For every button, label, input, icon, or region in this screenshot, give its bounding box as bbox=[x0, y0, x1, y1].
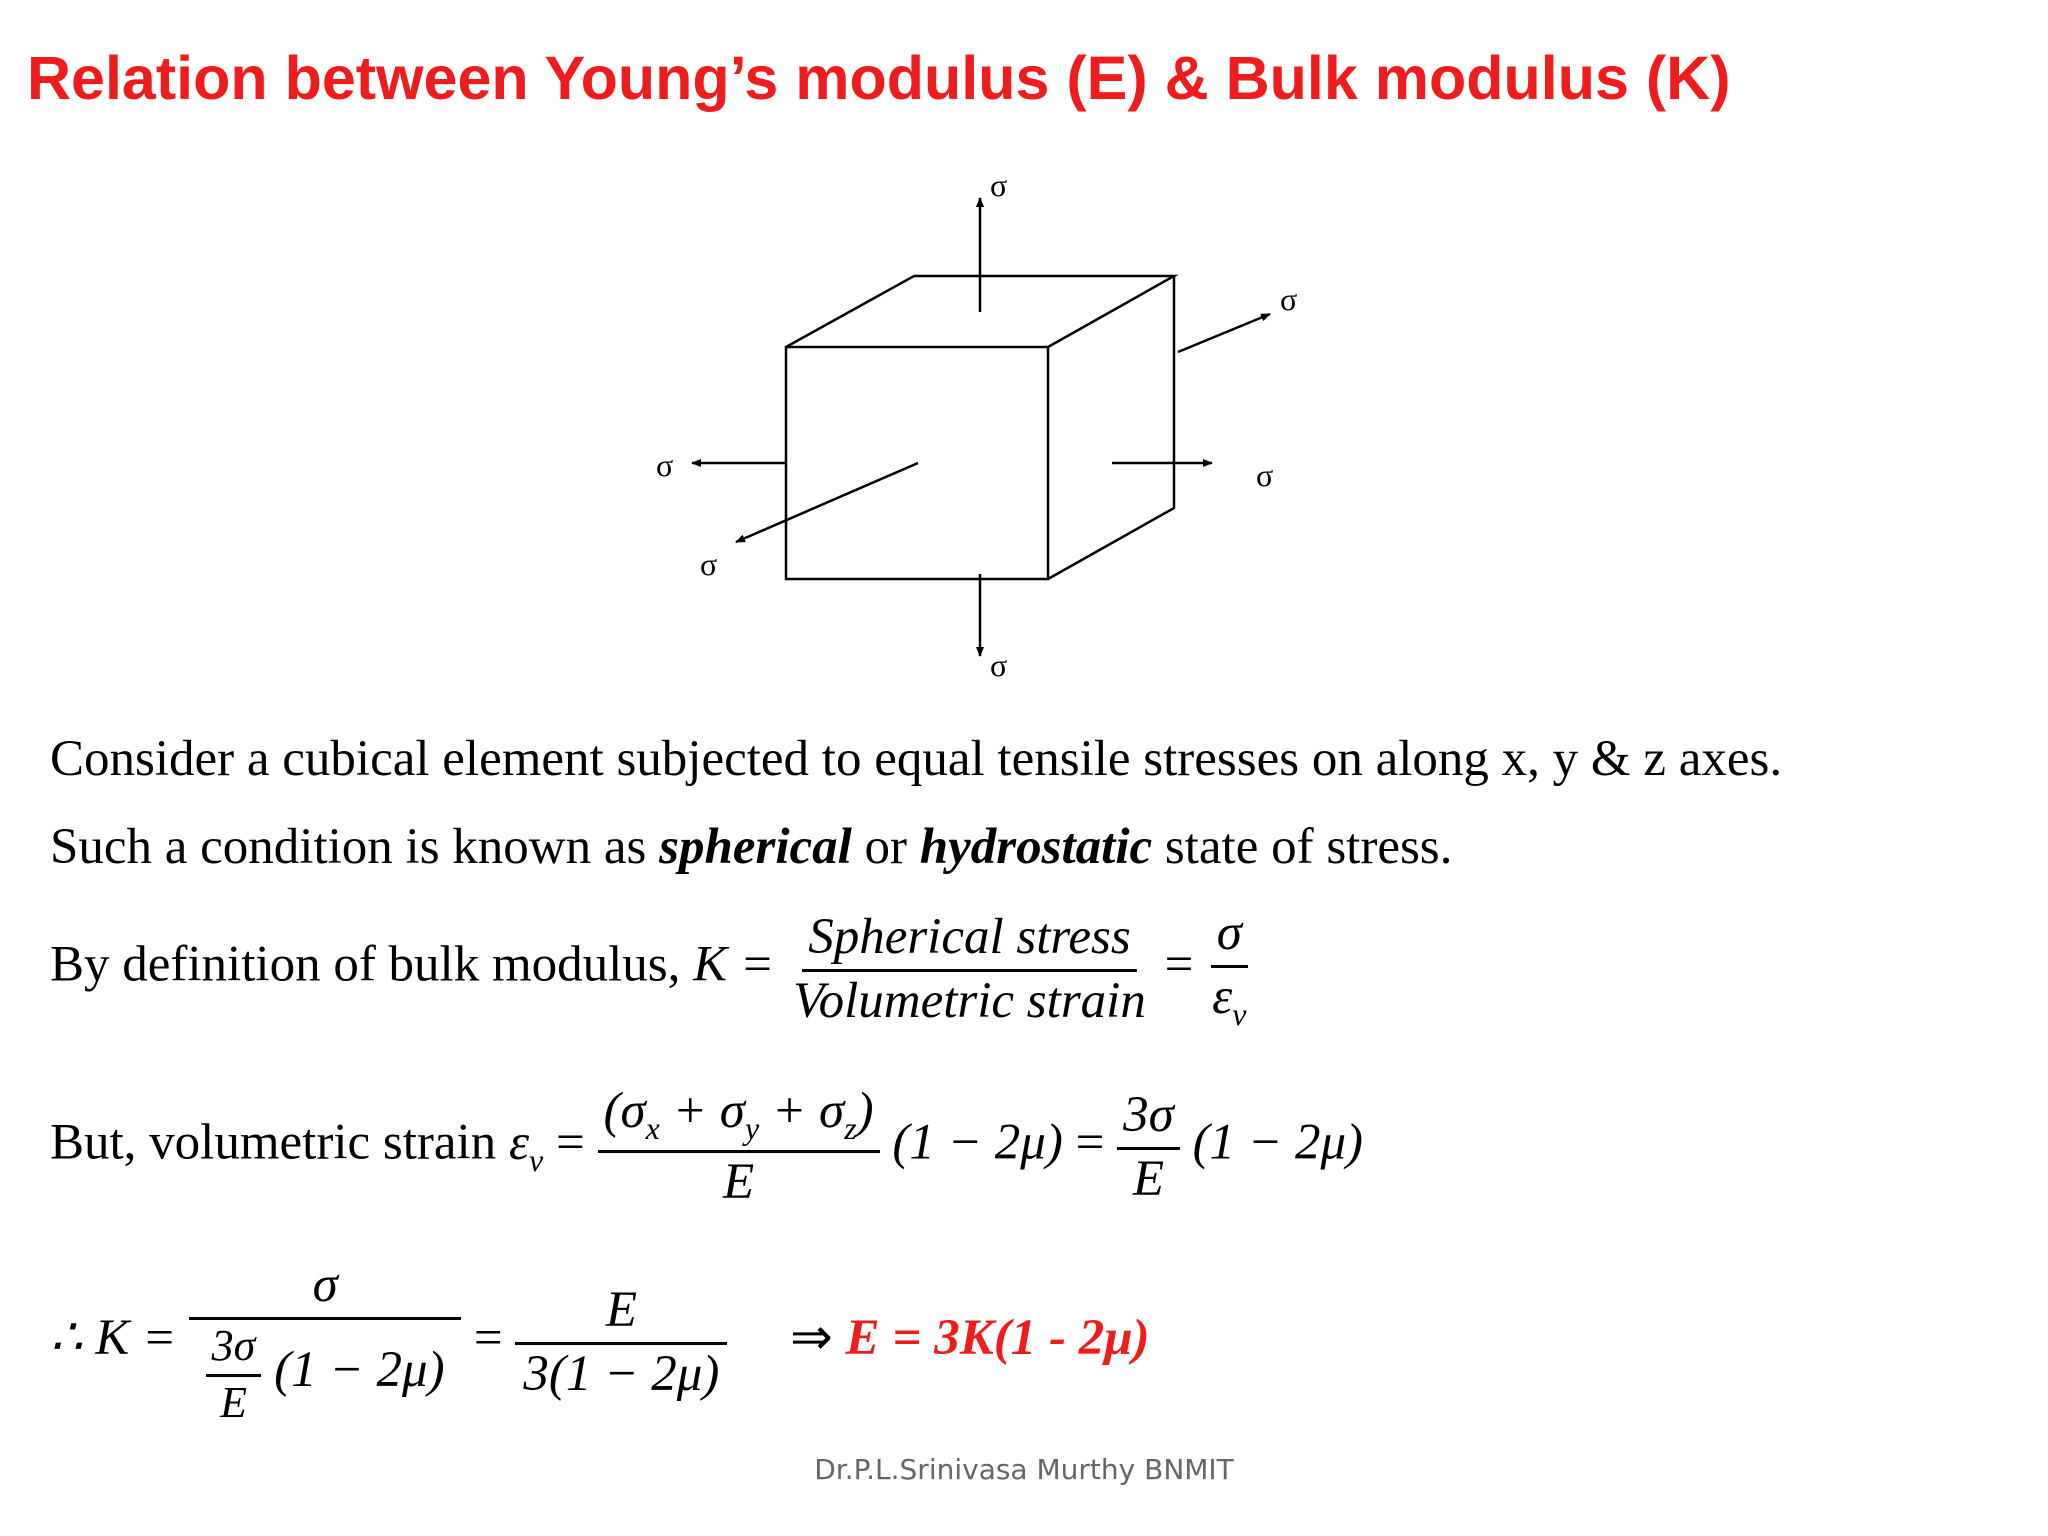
text-line-2-part: state of stress. bbox=[1152, 819, 1453, 875]
sigma-label-back: σ bbox=[1280, 281, 1298, 317]
result-denominator-2: 3(1 − 2μ) bbox=[523, 1346, 720, 1402]
sigma-label-left: σ bbox=[656, 447, 674, 483]
cube-side-face bbox=[1048, 276, 1174, 579]
sigma-label-top: σ bbox=[990, 167, 1008, 203]
result-numerator-2: E bbox=[515, 1285, 727, 1345]
volumetric-strain-equation bbox=[50, 1083, 1364, 1210]
bulk-numerator: Spherical stress bbox=[802, 912, 1137, 972]
sigma-label-right: σ bbox=[1256, 457, 1274, 493]
result-fraction-2 bbox=[515, 1282, 727, 1402]
term-hydrostatic: hydrostatic bbox=[919, 819, 1153, 875]
strain-denominator: E bbox=[723, 1154, 755, 1210]
result-equation bbox=[50, 1257, 1150, 1427]
bulk-denominator: Volumetric strain bbox=[793, 972, 1146, 1029]
strain-denominator-2: E bbox=[1132, 1150, 1165, 1207]
footer-credit: Dr.P.L.Srinivasa Murthy BNMIT bbox=[814, 1453, 1234, 1486]
stress-arrows bbox=[692, 198, 1270, 656]
result-numerator: σ bbox=[189, 1260, 461, 1320]
bulk-lhs: K = bbox=[693, 936, 775, 993]
result-fraction bbox=[189, 1257, 461, 1427]
cube-stress-diagram bbox=[640, 160, 1340, 690]
bulk-denominator-2: $\varepsilon_v$ bbox=[1212, 969, 1247, 1032]
implies-arrow: ⇒ bbox=[790, 1310, 833, 1367]
strain-equals-2: = bbox=[1075, 1114, 1105, 1171]
result-inner-factor: (1 − 2μ) bbox=[274, 1342, 445, 1399]
text-line-2 bbox=[50, 818, 1452, 877]
bulk-equals: = bbox=[1164, 936, 1194, 993]
text-line-2-part: Such a condition is known as bbox=[50, 819, 660, 875]
result-inner-numerator: 3σ bbox=[206, 1324, 262, 1377]
result-inner-denominator: E bbox=[220, 1378, 247, 1427]
strain-numerator: $(\sigma_x + \sigma_y + \sigma_z)$ bbox=[598, 1086, 880, 1153]
term-spherical: spherical bbox=[659, 819, 852, 875]
text-line-1 bbox=[50, 730, 1782, 789]
slide-title: Relation between Young’s modulus (E) & Bulk modulus (K) bbox=[27, 44, 1731, 112]
text-line-1-content: Consider a cubical element subjected to equal tensile stresses on along x, y & z axes. bbox=[50, 731, 1783, 787]
text-line-2-part: or bbox=[851, 819, 920, 875]
result-equals: = bbox=[473, 1310, 503, 1367]
strain-equals-1: = bbox=[556, 1114, 585, 1171]
bulk-numerator-2: σ bbox=[1211, 908, 1248, 968]
result-denominator bbox=[200, 1320, 451, 1425]
final-relation: E = 3K(1 - 2μ) bbox=[845, 1310, 1150, 1367]
text-line-4-prefix: But, volumetric strain bbox=[50, 1114, 509, 1171]
sigma-label-bottom: σ bbox=[990, 647, 1008, 683]
cube bbox=[786, 276, 1174, 579]
result-inner-fraction bbox=[206, 1321, 262, 1427]
sigma-label-front: σ bbox=[700, 546, 718, 582]
text-line-3-prefix: By definition of bulk modulus, bbox=[50, 936, 694, 993]
strain-lhs: $\varepsilon_v$ bbox=[508, 1114, 544, 1178]
strain-fraction bbox=[598, 1083, 880, 1210]
arrow-back-diagonal bbox=[1178, 314, 1270, 352]
strain-factor-2: (1 − 2μ) bbox=[1192, 1114, 1364, 1171]
result-lhs: ∴ K = bbox=[50, 1310, 177, 1367]
bulk-fraction bbox=[787, 908, 1152, 1029]
strain-factor: (1 − 2μ) bbox=[892, 1114, 1063, 1171]
bulk-fraction-2 bbox=[1206, 905, 1252, 1032]
arrow-front-diagonal bbox=[736, 463, 918, 542]
bulk-modulus-equation bbox=[50, 905, 1252, 1032]
strain-numerator-2: 3σ bbox=[1117, 1090, 1180, 1150]
strain-fraction-2 bbox=[1117, 1086, 1180, 1207]
